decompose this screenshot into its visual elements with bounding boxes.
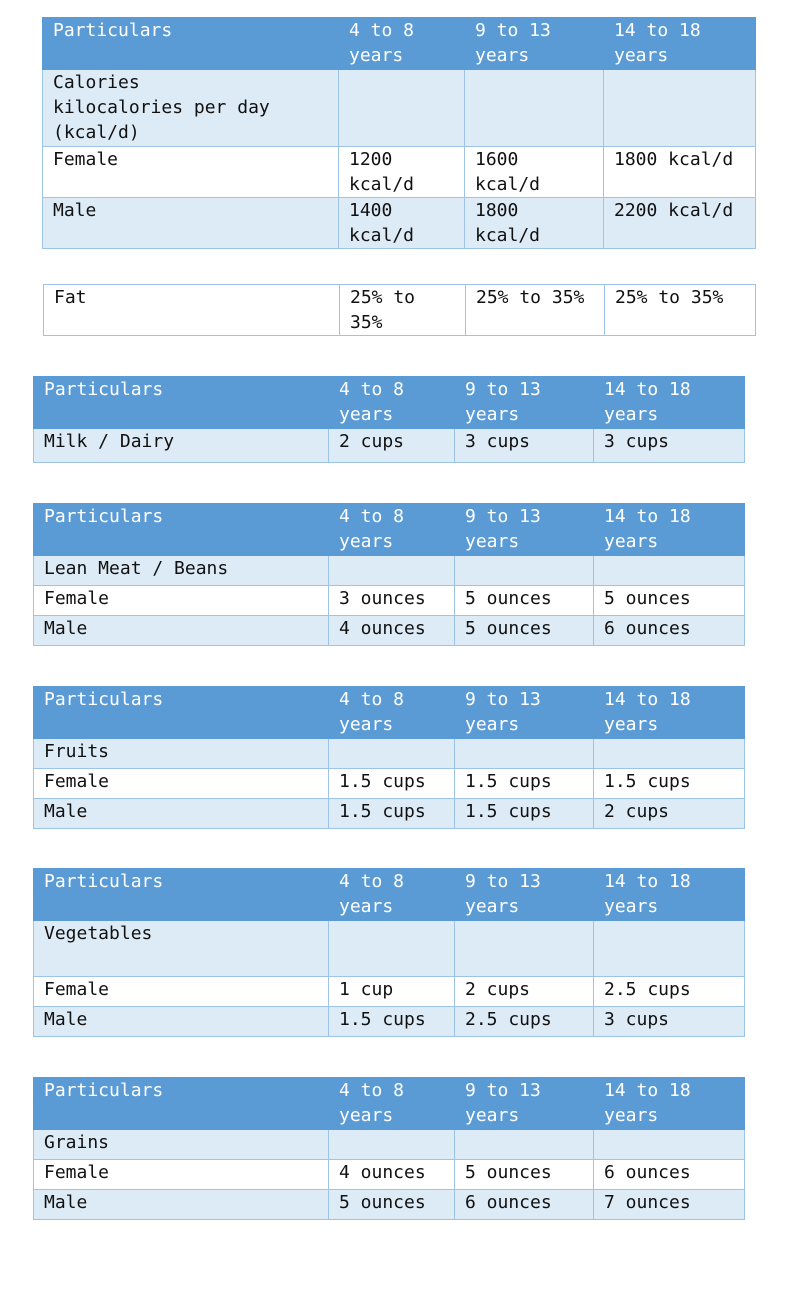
table-row: Female 1200 kcal/d 1600 kcal/d 1800 kcal/d xyxy=(43,147,756,198)
row-label-female: Female xyxy=(34,586,329,616)
row-label-female: Female xyxy=(34,1160,329,1190)
table-row: Male 4 ounces 5 ounces 6 ounces xyxy=(34,616,745,646)
header-4-to-8: 4 to 8 years xyxy=(329,687,455,739)
milk-table xyxy=(33,376,745,463)
header-14-to-18: 14 to 18 years xyxy=(604,18,756,70)
row-label-male: Male xyxy=(34,616,329,646)
row-label-female: Female xyxy=(34,977,329,1007)
calories-table xyxy=(42,17,756,249)
row-label-male: Male xyxy=(34,799,329,829)
header-14-to-18: 14 to 18 years xyxy=(594,869,745,921)
row-label-female: Female xyxy=(34,769,329,799)
table-row xyxy=(34,556,745,586)
vegetables-table xyxy=(33,868,745,1037)
table-row: Fat 25% to 35% 25% to 35% 25% to 35% xyxy=(44,285,756,336)
table-row: Female 1 cup 2 cups 2.5 cups xyxy=(34,977,745,1007)
header-14-to-18: 14 to 18 years xyxy=(594,377,745,429)
table-row: Milk / Dairy 2 cups 3 cups 3 cups xyxy=(34,429,745,463)
table-header-row xyxy=(43,18,756,70)
table-row: Male 5 ounces 6 ounces 7 ounces xyxy=(34,1190,745,1220)
row-label-male: Male xyxy=(34,1007,329,1037)
header-9-to-13: 9 to 13 years xyxy=(455,869,594,921)
row-label-grains: Grains xyxy=(34,1130,329,1160)
row-label-vegetables: Vegetables xyxy=(34,921,329,977)
header-9-to-13: 9 to 13 years xyxy=(465,18,604,70)
header-14-to-18: 14 to 18 years xyxy=(594,504,745,556)
row-label-milk: Milk / Dairy xyxy=(34,429,329,463)
table-row xyxy=(34,921,745,977)
header-particulars: Particulars xyxy=(34,869,329,921)
table-header-row xyxy=(34,869,745,921)
table-row xyxy=(34,739,745,769)
grains-table xyxy=(33,1077,745,1220)
header-4-to-8: 4 to 8 years xyxy=(339,18,465,70)
header-particulars: Particulars xyxy=(34,377,329,429)
row-label-female: Female xyxy=(43,147,339,198)
header-4-to-8: 4 to 8 years xyxy=(329,377,455,429)
table-header-row xyxy=(34,377,745,429)
header-particulars: Particulars xyxy=(43,18,339,70)
table-row: Female 3 ounces 5 ounces 5 ounces xyxy=(34,586,745,616)
row-label-calories: Calories kilocalories per day (kcal/d) xyxy=(43,70,339,147)
table-header-row xyxy=(34,504,745,556)
header-4-to-8: 4 to 8 years xyxy=(329,1078,455,1130)
header-particulars: Particulars xyxy=(34,687,329,739)
fruits-table xyxy=(33,686,745,829)
header-particulars: Particulars xyxy=(34,504,329,556)
header-14-to-18: 14 to 18 years xyxy=(594,1078,745,1130)
table-row: Male 1400 kcal/d 1800 kcal/d 2200 kcal/d xyxy=(43,198,756,249)
row-label-fat: Fat xyxy=(44,285,340,336)
row-label-fruits: Fruits xyxy=(34,739,329,769)
table-header-row xyxy=(34,687,745,739)
table-row xyxy=(43,70,756,147)
header-14-to-18: 14 to 18 years xyxy=(594,687,745,739)
table-row: Male 1.5 cups 2.5 cups 3 cups xyxy=(34,1007,745,1037)
header-particulars: Particulars xyxy=(34,1078,329,1130)
fat-table xyxy=(43,284,756,336)
header-9-to-13: 9 to 13 years xyxy=(455,377,594,429)
header-9-to-13: 9 to 13 years xyxy=(455,687,594,739)
table-row: Female 4 ounces 5 ounces 6 ounces xyxy=(34,1160,745,1190)
header-9-to-13: 9 to 13 years xyxy=(455,1078,594,1130)
header-9-to-13: 9 to 13 years xyxy=(455,504,594,556)
header-4-to-8: 4 to 8 years xyxy=(329,869,455,921)
lean-meat-table xyxy=(33,503,745,646)
table-row: Male 1.5 cups 1.5 cups 2 cups xyxy=(34,799,745,829)
header-4-to-8: 4 to 8 years xyxy=(329,504,455,556)
row-label-male: Male xyxy=(34,1190,329,1220)
row-label-male: Male xyxy=(43,198,339,249)
row-label-lean-meat: Lean Meat / Beans xyxy=(34,556,329,586)
table-row: Female 1.5 cups 1.5 cups 1.5 cups xyxy=(34,769,745,799)
table-header-row xyxy=(34,1078,745,1130)
table-row xyxy=(34,1130,745,1160)
